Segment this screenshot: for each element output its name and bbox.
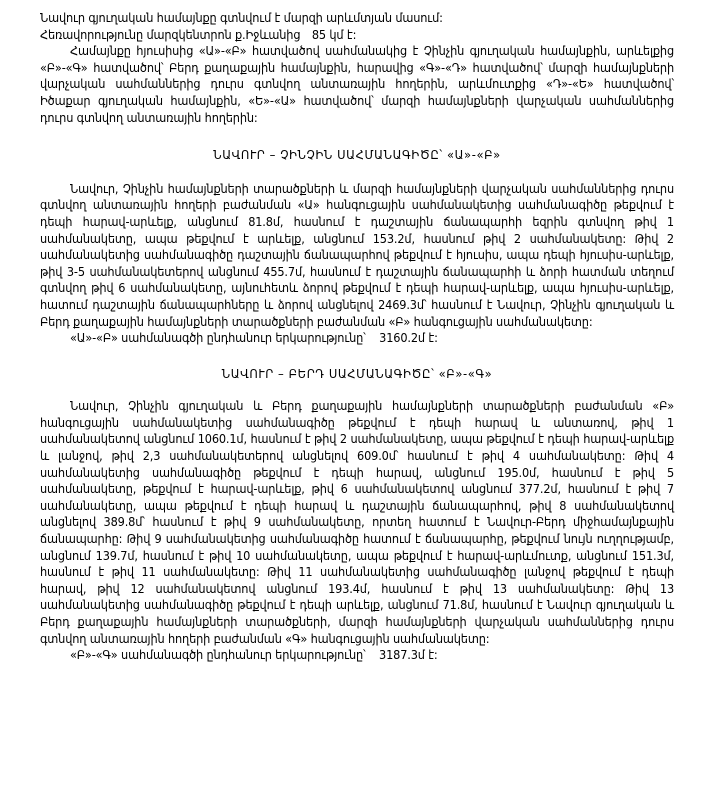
intro-distance-line (40, 27, 674, 44)
section-paragraph-navur-berd: Նավուր, Չինչին գյուղական և Բերդ քաղաքային համայնքների տարածքների բաժանման «Բ» հանգուցային սահմանակետից սահմանագիծը թեքվում է դեպի հարավ և անտառով, թիվ 1 սահմանակետով անցնում 1060.1մ, հասնում է թիվ 2 սահմանակետը, ապա թեքվում է դեպի հարավ-արևելք և լանջով, թիվ 2,3 սահմանակետերով անցնելով 609.0մ՝ հասնում է թիվ 4 սահմանակետը: Թիվ 4 սահմանակետից սահմանագիծը թեքվում է դեպի հարավ, անցնում 195.0մ, հասնում է թիվ 5 սահմանակետը, թեքվում է հարավ-արևելք, թիվ 6 սահմանակետով անցնում 377.2մ, հասնում է թիվ 7 սահմանակետը, ապա թեքվում է դեպի հարավ և դաշտային ճանապարհով, թիվ 8 սահմանակետով անցնելով 389.8մ՝ հասնում է թիվ 9 սահմանակետը, որտեղ հատում է Նավուր-Բերդ միջհամայնքային ճանապարհը: Թիվ 9 սահմանակետից սահմանագիծը հատում է ճանապարհը, թեքվում նույն ուղղությամբ, անցնում 139.7մ, հասնում է թիվ 10 սահմանակետը, ապա թեքվում է հարավ-արևմուտք, անցնում 151.3մ, հասնում է թիվ 11 սահմանակետը: Թիվ 11 սահմանակետից սահմանագիծը լանջով թեքվում է դեպի հարավ, թիվ 12 սահմանակետով անցնում 193.4մ, հասնում է թիվ 13 սահմանակետը: Թիվ 13 սահմանակետից սահմանագիծը թեքվում է դեպի արևելք, անցնում 71.8մ, հասնում է Նավուր գյուղական և Բերդ քաղաքային համայնքների տարածքների, մարզի համայնքների վարչական սահմաններից դուրս գտնվող անտառային հողերի բաժանման «Գ» հանգուցային սահմանակետը: (40, 398, 674, 646)
spacer (40, 165, 674, 181)
section-paragraph-navur-chinchin: Նավուր, Չինչին համայնքների տարածքների և մարզի համայնքների վարչական սահմաններից դուրս գտնվող անտառային հողերի բաժանման «Ա» հանգուցային սահմանակետից սահմանագիծը թեքվում է դեպի հարավ-արևելք, անցնում 81.8մ, հասնում է դաշտային ճանապարհի եզրին գտնվող թիվ 1 սահմանակետը, ապա թեքվում է արևելք, անցնում 153.2մ, հասնում թիվ 2 սահմանակետը: Թիվ 2 սահմանակետից սահմանագիծը դաշտային ճանապարհով թեքվում է հյուսիս, ապա դեպի հյուսիս-արևելք, թիվ 3-5 սահմանակետերով անցնում 455.7մ, հասնում է դաշտային ճանապարհի և ձորի հատման տեղում գտնվող թիվ 6 սահմանակետը, այնուհետև ձորով թեքվում է դեպի հարավ-արևելք, ապա հյուսիս-արևելք, հատում դաշտային ճանապարհները և ձորով անցնելով 2469.3մ՝ հասնում է Նավուր, Չինչին գյուղական և Բերդ քաղաքային համայնքների տարածքների բաժանման «Բ» հանգուցային սահմանակետը: (40, 180, 674, 329)
total-value: 3160.2մ է: (379, 330, 438, 346)
section-heading-navur-chinchin: ՆԱՎՈՒՐ – ՉԻՆՉԻՆ ՍԱՀՄԱՆԱԳԻԾԸ՝ «Ա»-«Բ» (213, 148, 501, 164)
intro-borders-paragraph: Համայնքը հյուսիսից «Ա»-«Բ» հատվածով սահմանակից է Չինչին գյուղական համայնքին, արևելքից «Բ»-«Գ» հատվածով՝ Բերդ քաղաքային համայնքին, հարավից «Գ»-«Դ» հատվածով՝ մարզի համայնքների վարչական սահմաններից դուրս գտնվող անտառային հողերին, արևմուտքից «Դ»-«Ե» հատվածով՝ Իծաքար գյուղական համայնքին, «Ե»-«Ա» հատվածով՝ մարզի համայնքների վարչական սահմաններից դուրս գտնվող անտառային հողերին: (40, 43, 674, 125)
section-total-navur-berd (40, 647, 674, 664)
document-page (40, 10, 674, 664)
distance-value: 85 կմ է: (311, 26, 357, 42)
section-heading-navur-berd: ՆԱՎՈՒՐ – ԲԵՐԴ ՍԱՀՄԱՆԱԳԻԾԸ՝ «Բ»-«Գ» (221, 366, 493, 382)
total-label: «Բ»-«Գ» սահմանագծի ընդհանուր երկարությունը՝ (70, 647, 366, 663)
intro-location-line: Նավուր գյուղական համայնքը գտնվում է մարզի արևմտյան մասում: (40, 10, 443, 25)
total-value: 3187.3մ է: (379, 647, 438, 663)
spacer (40, 126, 674, 148)
spacer (40, 347, 674, 367)
total-label: «Ա»-«Բ» սահմանագծի ընդհանուր երկարությունը՝ (70, 330, 366, 346)
section-total-navur-chinchin (40, 330, 674, 347)
spacer (40, 383, 674, 398)
distance-label: Հեռավորությունը մարզկենտրոն ք.Իջևանից (40, 26, 301, 42)
